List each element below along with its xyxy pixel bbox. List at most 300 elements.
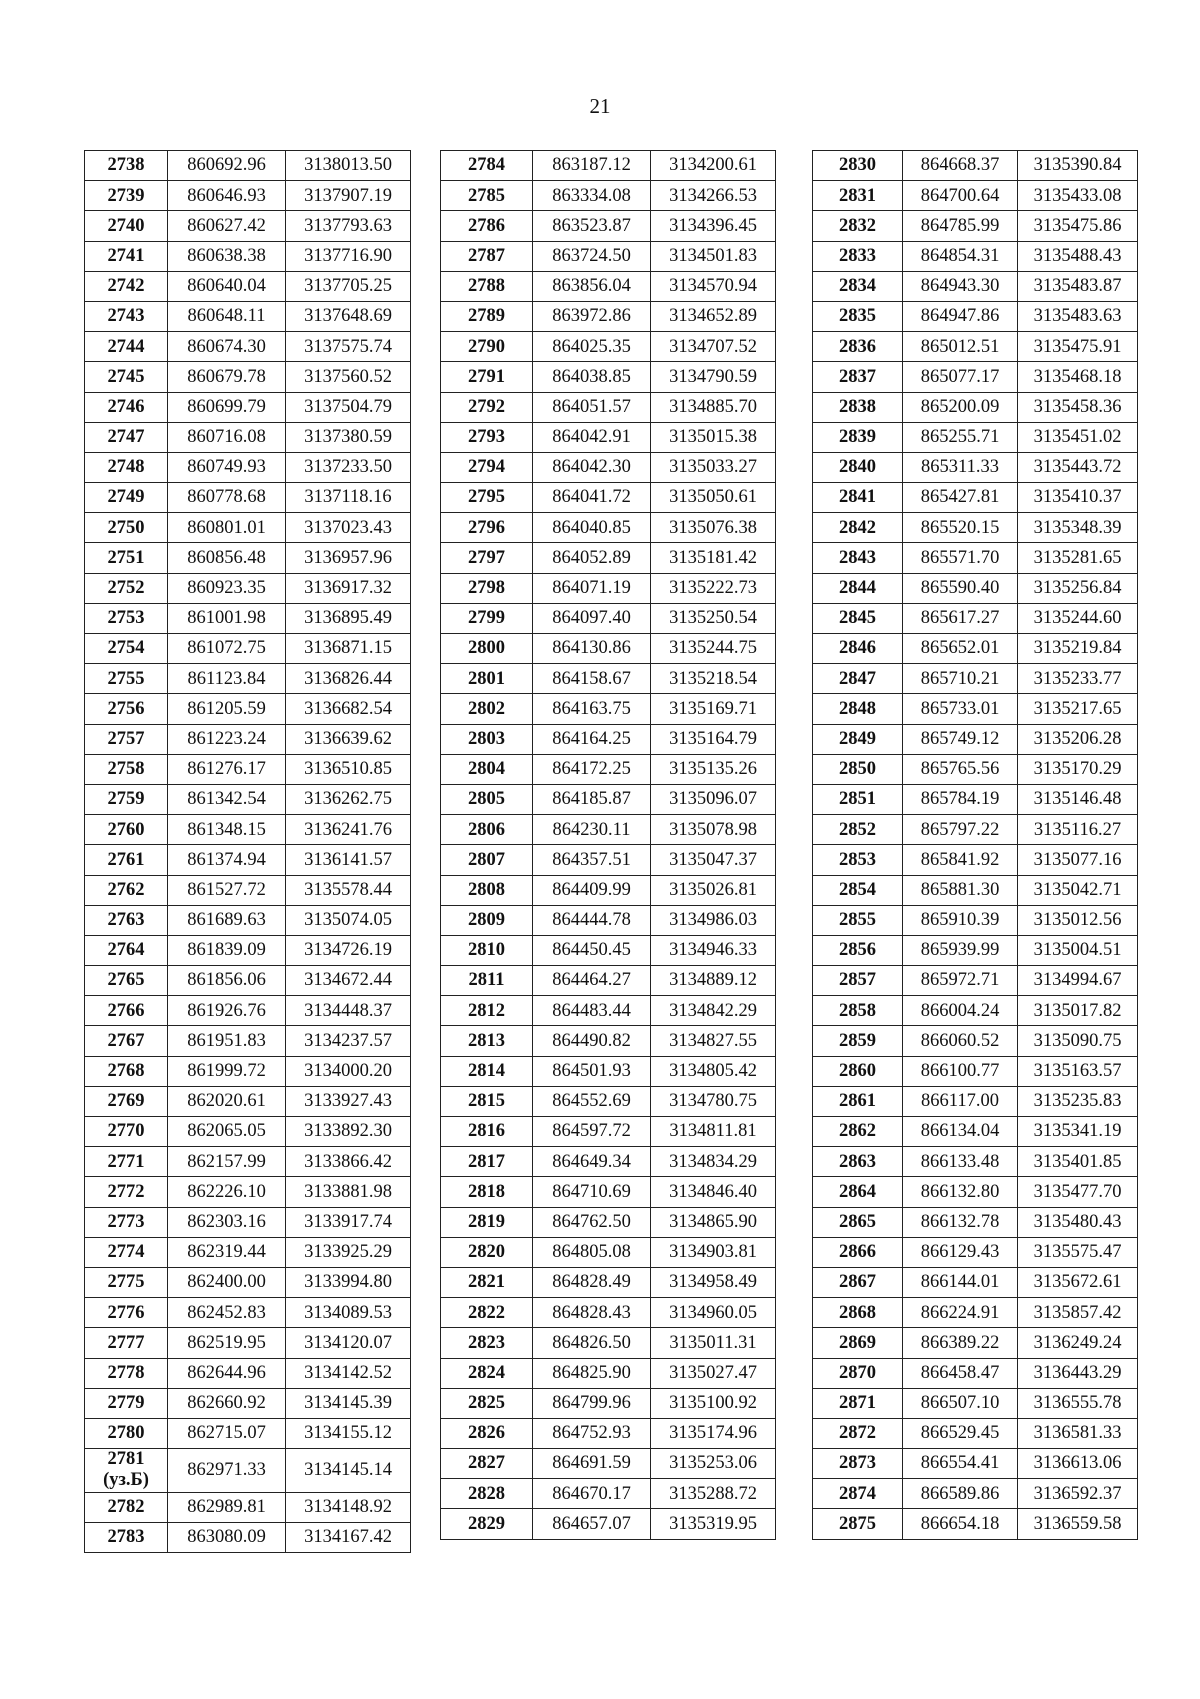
y-coordinate-cell: 3137560.52 <box>286 362 411 392</box>
table-row <box>85 966 411 996</box>
y-coordinate-cell: 3134889.12 <box>651 966 776 996</box>
y-coordinate-cell: 3137233.50 <box>286 452 411 482</box>
table-row <box>85 1117 411 1147</box>
point-number-cell: 2750 <box>85 513 168 543</box>
x-coordinate-cell: 861926.76 <box>168 996 286 1026</box>
point-number-cell: 2858 <box>813 996 903 1026</box>
x-coordinate-cell: 866224.91 <box>903 1298 1018 1328</box>
y-coordinate-cell: 3134726.19 <box>286 935 411 965</box>
x-coordinate-cell: 861348.15 <box>168 815 286 845</box>
y-coordinate-cell: 3136262.75 <box>286 784 411 814</box>
point-number-cell: 2785 <box>441 181 533 211</box>
x-coordinate-cell: 860923.35 <box>168 573 286 603</box>
point-number-cell: 2852 <box>813 815 903 845</box>
x-coordinate-cell: 864785.99 <box>903 211 1018 241</box>
y-coordinate-cell: 3136241.76 <box>286 815 411 845</box>
y-coordinate-cell: 3136639.62 <box>286 724 411 754</box>
table-row <box>85 815 411 845</box>
y-coordinate-cell: 3138013.50 <box>286 151 411 181</box>
point-number-cell: 2797 <box>441 543 533 573</box>
point-number-cell: 2822 <box>441 1298 533 1328</box>
point-number-cell: 2773 <box>85 1207 168 1237</box>
table-row <box>85 634 411 664</box>
point-number-cell: 2830 <box>813 151 903 181</box>
x-coordinate-cell: 864501.93 <box>533 1056 651 1086</box>
y-coordinate-cell: 3134994.67 <box>1018 966 1138 996</box>
point-number-cell: 2779 <box>85 1388 168 1418</box>
coordinates-table-middle <box>440 150 776 1540</box>
x-coordinate-cell: 864700.64 <box>903 181 1018 211</box>
x-coordinate-cell: 865255.71 <box>903 422 1018 452</box>
x-coordinate-cell: 865590.40 <box>903 573 1018 603</box>
x-coordinate-cell: 866554.41 <box>903 1449 1018 1479</box>
x-coordinate-cell: 860778.68 <box>168 483 286 513</box>
y-coordinate-cell: 3135390.84 <box>1018 151 1138 181</box>
x-coordinate-cell: 863972.86 <box>533 301 651 331</box>
point-number-cell: 2795 <box>441 483 533 513</box>
point-number-cell: 2814 <box>441 1056 533 1086</box>
y-coordinate-cell: 3135253.06 <box>651 1449 776 1479</box>
x-coordinate-cell: 866129.43 <box>903 1237 1018 1267</box>
y-coordinate-cell: 3136249.24 <box>1018 1328 1138 1358</box>
point-number-cell: 2747 <box>85 422 168 452</box>
y-coordinate-cell: 3135033.27 <box>651 452 776 482</box>
table-row <box>813 543 1138 573</box>
table-row <box>813 996 1138 1026</box>
point-number-cell: 2790 <box>441 332 533 362</box>
y-coordinate-cell: 3135074.05 <box>286 905 411 935</box>
x-coordinate-cell: 866133.48 <box>903 1147 1018 1177</box>
y-coordinate-cell: 3135076.38 <box>651 513 776 543</box>
point-number-cell: 2777 <box>85 1328 168 1358</box>
x-coordinate-cell: 864042.91 <box>533 422 651 452</box>
x-coordinate-cell: 863856.04 <box>533 271 651 301</box>
table-row <box>813 151 1138 181</box>
y-coordinate-cell: 3135575.47 <box>1018 1237 1138 1267</box>
x-coordinate-cell: 862519.95 <box>168 1328 286 1358</box>
table-row <box>813 483 1138 513</box>
point-number-cell: 2799 <box>441 603 533 633</box>
y-coordinate-cell: 3134396.45 <box>651 211 776 241</box>
table-row <box>441 1056 776 1086</box>
table-row <box>441 543 776 573</box>
table-row <box>85 573 411 603</box>
x-coordinate-cell: 861223.24 <box>168 724 286 754</box>
table-row <box>441 1479 776 1509</box>
point-number-cell: 2778 <box>85 1358 168 1388</box>
y-coordinate-cell: 3134448.37 <box>286 996 411 1026</box>
y-coordinate-cell: 3135050.61 <box>651 483 776 513</box>
y-coordinate-cell: 3134865.90 <box>651 1207 776 1237</box>
table-row <box>85 181 411 211</box>
table-row <box>85 483 411 513</box>
x-coordinate-cell: 864164.25 <box>533 724 651 754</box>
y-coordinate-cell: 3134986.03 <box>651 905 776 935</box>
point-number-cell: 2788 <box>441 271 533 301</box>
x-coordinate-cell: 865077.17 <box>903 362 1018 392</box>
x-coordinate-cell: 865710.21 <box>903 664 1018 694</box>
x-coordinate-cell: 864828.49 <box>533 1267 651 1297</box>
x-coordinate-cell: 861342.54 <box>168 784 286 814</box>
table-row <box>85 664 411 694</box>
point-number-cell: 2859 <box>813 1026 903 1056</box>
y-coordinate-cell: 3135078.98 <box>651 815 776 845</box>
point-number-cell: 2767 <box>85 1026 168 1056</box>
table-row <box>85 875 411 905</box>
table-row <box>441 694 776 724</box>
y-coordinate-cell: 3135218.54 <box>651 664 776 694</box>
y-coordinate-cell: 3134811.81 <box>651 1117 776 1147</box>
point-number-cell: 2833 <box>813 241 903 271</box>
point-number-cell: 2772 <box>85 1177 168 1207</box>
x-coordinate-cell: 865652.01 <box>903 634 1018 664</box>
x-coordinate-cell: 864752.93 <box>533 1418 651 1448</box>
point-number-cell: 2841 <box>813 483 903 513</box>
table-row <box>85 241 411 271</box>
y-coordinate-cell: 3135475.91 <box>1018 332 1138 362</box>
table-row <box>813 1328 1138 1358</box>
x-coordinate-cell: 866654.18 <box>903 1509 1018 1539</box>
x-coordinate-cell: 865797.22 <box>903 815 1018 845</box>
point-number-cell: 2824 <box>441 1358 533 1388</box>
table-row <box>441 573 776 603</box>
point-number-cell: 2811 <box>441 966 533 996</box>
point-number-cell: 2820 <box>441 1237 533 1267</box>
x-coordinate-cell: 866100.77 <box>903 1056 1018 1086</box>
y-coordinate-cell: 3136581.33 <box>1018 1418 1138 1448</box>
point-number-cell: 2861 <box>813 1086 903 1116</box>
x-coordinate-cell: 865012.51 <box>903 332 1018 362</box>
x-coordinate-cell: 862020.61 <box>168 1086 286 1116</box>
y-coordinate-cell: 3135401.85 <box>1018 1147 1138 1177</box>
y-coordinate-cell: 3135857.42 <box>1018 1298 1138 1328</box>
table-row <box>813 1449 1138 1479</box>
y-coordinate-cell: 3136592.37 <box>1018 1479 1138 1509</box>
table-row <box>441 966 776 996</box>
y-coordinate-cell: 3136559.58 <box>1018 1509 1138 1539</box>
x-coordinate-cell: 864097.40 <box>533 603 651 633</box>
point-number-cell: 2865 <box>813 1207 903 1237</box>
x-coordinate-cell: 860646.93 <box>168 181 286 211</box>
table-row <box>85 1522 411 1552</box>
y-coordinate-cell: 3135281.65 <box>1018 543 1138 573</box>
table-row <box>441 452 776 482</box>
x-coordinate-cell: 865200.09 <box>903 392 1018 422</box>
point-number-cell: 2755 <box>85 664 168 694</box>
x-coordinate-cell: 860699.79 <box>168 392 286 422</box>
x-coordinate-cell: 861527.72 <box>168 875 286 905</box>
table-row <box>813 1237 1138 1267</box>
table-row <box>85 1328 411 1358</box>
point-number-cell: 2846 <box>813 634 903 664</box>
point-number-cell: 2748 <box>85 452 168 482</box>
table-row <box>85 332 411 362</box>
x-coordinate-cell: 866458.47 <box>903 1358 1018 1388</box>
y-coordinate-cell: 3137504.79 <box>286 392 411 422</box>
x-coordinate-cell: 865939.99 <box>903 935 1018 965</box>
y-coordinate-cell: 3135458.36 <box>1018 392 1138 422</box>
x-coordinate-cell: 864710.69 <box>533 1177 651 1207</box>
point-number-cell: 2806 <box>441 815 533 845</box>
point-number-cell: 2843 <box>813 543 903 573</box>
y-coordinate-cell: 3134834.29 <box>651 1147 776 1177</box>
table-row <box>813 1418 1138 1448</box>
table-row <box>85 1267 411 1297</box>
table-row <box>813 452 1138 482</box>
y-coordinate-cell: 3134501.83 <box>651 241 776 271</box>
table-row <box>441 634 776 664</box>
table-row <box>441 1358 776 1388</box>
point-number-cell: 2864 <box>813 1177 903 1207</box>
point-number-cell: 2829 <box>441 1509 533 1539</box>
y-coordinate-cell: 3133917.74 <box>286 1207 411 1237</box>
table-row <box>441 422 776 452</box>
point-number-cell: 2783 <box>85 1522 168 1552</box>
point-number-cell: 2756 <box>85 694 168 724</box>
y-coordinate-cell: 3135288.72 <box>651 1479 776 1509</box>
table-row <box>441 301 776 331</box>
x-coordinate-cell: 862989.81 <box>168 1492 286 1522</box>
x-coordinate-cell: 864483.44 <box>533 996 651 1026</box>
y-coordinate-cell: 3136895.49 <box>286 603 411 633</box>
table-row <box>441 241 776 271</box>
y-coordinate-cell: 3134148.92 <box>286 1492 411 1522</box>
point-number-cell: 2780 <box>85 1418 168 1448</box>
y-coordinate-cell: 3135116.27 <box>1018 815 1138 845</box>
point-number-cell: 2739 <box>85 181 168 211</box>
x-coordinate-cell: 866389.22 <box>903 1328 1018 1358</box>
y-coordinate-cell: 3135468.18 <box>1018 362 1138 392</box>
y-coordinate-cell: 3135483.63 <box>1018 301 1138 331</box>
point-number-cell: 2840 <box>813 452 903 482</box>
point-number-cell: 2849 <box>813 724 903 754</box>
point-number-cell: 2860 <box>813 1056 903 1086</box>
table-row <box>441 271 776 301</box>
x-coordinate-cell: 866507.10 <box>903 1388 1018 1418</box>
x-coordinate-cell: 862226.10 <box>168 1177 286 1207</box>
point-number-cell: 2818 <box>441 1177 533 1207</box>
point-number-cell: 2805 <box>441 784 533 814</box>
table-row <box>813 664 1138 694</box>
table-row <box>813 966 1138 996</box>
y-coordinate-cell: 3135410.37 <box>1018 483 1138 513</box>
table-row <box>813 362 1138 392</box>
table-row <box>441 513 776 543</box>
x-coordinate-cell: 865571.70 <box>903 543 1018 573</box>
y-coordinate-cell: 3133881.98 <box>286 1177 411 1207</box>
table-row <box>85 271 411 301</box>
y-coordinate-cell: 3134780.75 <box>651 1086 776 1116</box>
y-coordinate-cell: 3135488.43 <box>1018 241 1138 271</box>
y-coordinate-cell: 3135012.56 <box>1018 905 1138 935</box>
x-coordinate-cell: 864130.86 <box>533 634 651 664</box>
y-coordinate-cell: 3134000.20 <box>286 1056 411 1086</box>
point-number-cell: 2786 <box>441 211 533 241</box>
x-coordinate-cell: 862319.44 <box>168 1237 286 1267</box>
x-coordinate-cell: 860640.04 <box>168 271 286 301</box>
x-coordinate-cell: 865749.12 <box>903 724 1018 754</box>
point-number-cell: 2851 <box>813 784 903 814</box>
point-number-cell: 2813 <box>441 1026 533 1056</box>
table-row <box>813 181 1138 211</box>
y-coordinate-cell: 3135015.38 <box>651 422 776 452</box>
point-number-cell: 2874 <box>813 1479 903 1509</box>
table-row <box>441 1298 776 1328</box>
y-coordinate-cell: 3135348.39 <box>1018 513 1138 543</box>
y-coordinate-cell: 3135672.61 <box>1018 1267 1138 1297</box>
x-coordinate-cell: 866117.00 <box>903 1086 1018 1116</box>
point-number-cell: 2839 <box>813 422 903 452</box>
x-coordinate-cell: 865972.71 <box>903 966 1018 996</box>
point-number-cell: 2776 <box>85 1298 168 1328</box>
point-number-cell: 2844 <box>813 573 903 603</box>
point-number-cell: 2815 <box>441 1086 533 1116</box>
point-number-cell: 2853 <box>813 845 903 875</box>
point-number-cell: 2823 <box>441 1328 533 1358</box>
y-coordinate-cell: 3134805.42 <box>651 1056 776 1086</box>
x-coordinate-cell: 860638.38 <box>168 241 286 271</box>
point-number-cell: 2857 <box>813 966 903 996</box>
table-row <box>441 815 776 845</box>
y-coordinate-cell: 3134155.12 <box>286 1418 411 1448</box>
x-coordinate-cell: 864805.08 <box>533 1237 651 1267</box>
y-coordinate-cell: 3135135.26 <box>651 754 776 784</box>
y-coordinate-cell: 3134885.70 <box>651 392 776 422</box>
x-coordinate-cell: 864040.85 <box>533 513 651 543</box>
y-coordinate-cell: 3135235.83 <box>1018 1086 1138 1116</box>
x-coordinate-cell: 860692.96 <box>168 151 286 181</box>
table-row <box>441 211 776 241</box>
table-row <box>813 1026 1138 1056</box>
table-row <box>813 1117 1138 1147</box>
x-coordinate-cell: 861839.09 <box>168 935 286 965</box>
x-coordinate-cell: 861276.17 <box>168 754 286 784</box>
y-coordinate-cell: 3136443.29 <box>1018 1358 1138 1388</box>
point-number-cell: 2751 <box>85 543 168 573</box>
y-coordinate-cell: 3134958.49 <box>651 1267 776 1297</box>
table-row <box>441 724 776 754</box>
y-coordinate-cell: 3133925.29 <box>286 1237 411 1267</box>
y-coordinate-cell: 3134672.44 <box>286 966 411 996</box>
table-row <box>85 211 411 241</box>
table-row <box>441 935 776 965</box>
x-coordinate-cell: 865765.56 <box>903 754 1018 784</box>
point-number-cell: 2872 <box>813 1418 903 1448</box>
x-coordinate-cell: 864041.72 <box>533 483 651 513</box>
point-number-cell: 2819 <box>441 1207 533 1237</box>
y-coordinate-cell: 3134120.07 <box>286 1328 411 1358</box>
coordinates-table-left <box>84 150 411 1553</box>
y-coordinate-cell: 3134903.81 <box>651 1237 776 1267</box>
y-coordinate-cell: 3135004.51 <box>1018 935 1138 965</box>
table-row <box>85 1056 411 1086</box>
table-row <box>85 1298 411 1328</box>
table-row <box>441 1086 776 1116</box>
x-coordinate-cell: 864444.78 <box>533 905 651 935</box>
y-coordinate-cell: 3137648.69 <box>286 301 411 331</box>
point-number-cell: 2770 <box>85 1117 168 1147</box>
x-coordinate-cell: 864597.72 <box>533 1117 651 1147</box>
table-row <box>441 1177 776 1207</box>
table-row <box>813 1509 1138 1539</box>
page-number: 21 <box>589 94 611 118</box>
x-coordinate-cell: 864762.50 <box>533 1207 651 1237</box>
point-number-cell: 2836 <box>813 332 903 362</box>
y-coordinate-cell: 3133927.43 <box>286 1086 411 1116</box>
table-row <box>441 1207 776 1237</box>
table-row <box>441 1237 776 1267</box>
x-coordinate-cell: 862971.33 <box>168 1449 286 1493</box>
x-coordinate-cell: 861856.06 <box>168 966 286 996</box>
y-coordinate-cell: 3135250.54 <box>651 603 776 633</box>
y-coordinate-cell: 3135100.92 <box>651 1388 776 1418</box>
table-row <box>441 332 776 362</box>
point-number-cell: 2873 <box>813 1449 903 1479</box>
table-row <box>813 1056 1138 1086</box>
x-coordinate-cell: 863724.50 <box>533 241 651 271</box>
table-row <box>85 1026 411 1056</box>
x-coordinate-cell: 862303.16 <box>168 1207 286 1237</box>
point-number-cell: 2760 <box>85 815 168 845</box>
point-number-cell: 2787 <box>441 241 533 271</box>
x-coordinate-cell: 861123.84 <box>168 664 286 694</box>
point-number-cell: 2782 <box>85 1492 168 1522</box>
table-row <box>85 1418 411 1448</box>
x-coordinate-cell: 864490.82 <box>533 1026 651 1056</box>
x-coordinate-cell: 866134.04 <box>903 1117 1018 1147</box>
point-number-cell: 2742 <box>85 271 168 301</box>
y-coordinate-cell: 3134089.53 <box>286 1298 411 1328</box>
table-row <box>813 1298 1138 1328</box>
x-coordinate-cell: 864357.51 <box>533 845 651 875</box>
x-coordinate-cell: 864649.34 <box>533 1147 651 1177</box>
point-number-cell: 2784 <box>441 151 533 181</box>
table-row <box>85 1177 411 1207</box>
table-row <box>441 1418 776 1448</box>
y-coordinate-cell: 3136613.06 <box>1018 1449 1138 1479</box>
point-number-cell: 2831 <box>813 181 903 211</box>
table-row <box>441 1328 776 1358</box>
table-row <box>85 1388 411 1418</box>
y-coordinate-cell: 3135047.37 <box>651 845 776 875</box>
x-coordinate-cell: 864825.90 <box>533 1358 651 1388</box>
point-number-cell: 2827 <box>441 1449 533 1479</box>
table-row <box>813 784 1138 814</box>
point-number-cell: 2804 <box>441 754 533 784</box>
table-row <box>85 392 411 422</box>
x-coordinate-cell: 862157.99 <box>168 1147 286 1177</box>
y-coordinate-cell: 3135042.71 <box>1018 875 1138 905</box>
table-row <box>441 784 776 814</box>
table-row <box>85 845 411 875</box>
x-coordinate-cell: 864464.27 <box>533 966 651 996</box>
point-number-cell: 2752 <box>85 573 168 603</box>
table-row <box>85 543 411 573</box>
table-row <box>441 483 776 513</box>
point-number-cell: 2740 <box>85 211 168 241</box>
table-row <box>441 603 776 633</box>
point-number-cell: 2759 <box>85 784 168 814</box>
x-coordinate-cell: 864042.30 <box>533 452 651 482</box>
x-coordinate-cell: 860856.48 <box>168 543 286 573</box>
y-coordinate-cell: 3135477.70 <box>1018 1177 1138 1207</box>
y-coordinate-cell: 3134167.42 <box>286 1522 411 1552</box>
y-coordinate-cell: 3135233.77 <box>1018 664 1138 694</box>
table-row <box>85 905 411 935</box>
y-coordinate-cell: 3135217.65 <box>1018 694 1138 724</box>
y-coordinate-cell: 3134145.14 <box>286 1449 411 1493</box>
table-row <box>85 724 411 754</box>
